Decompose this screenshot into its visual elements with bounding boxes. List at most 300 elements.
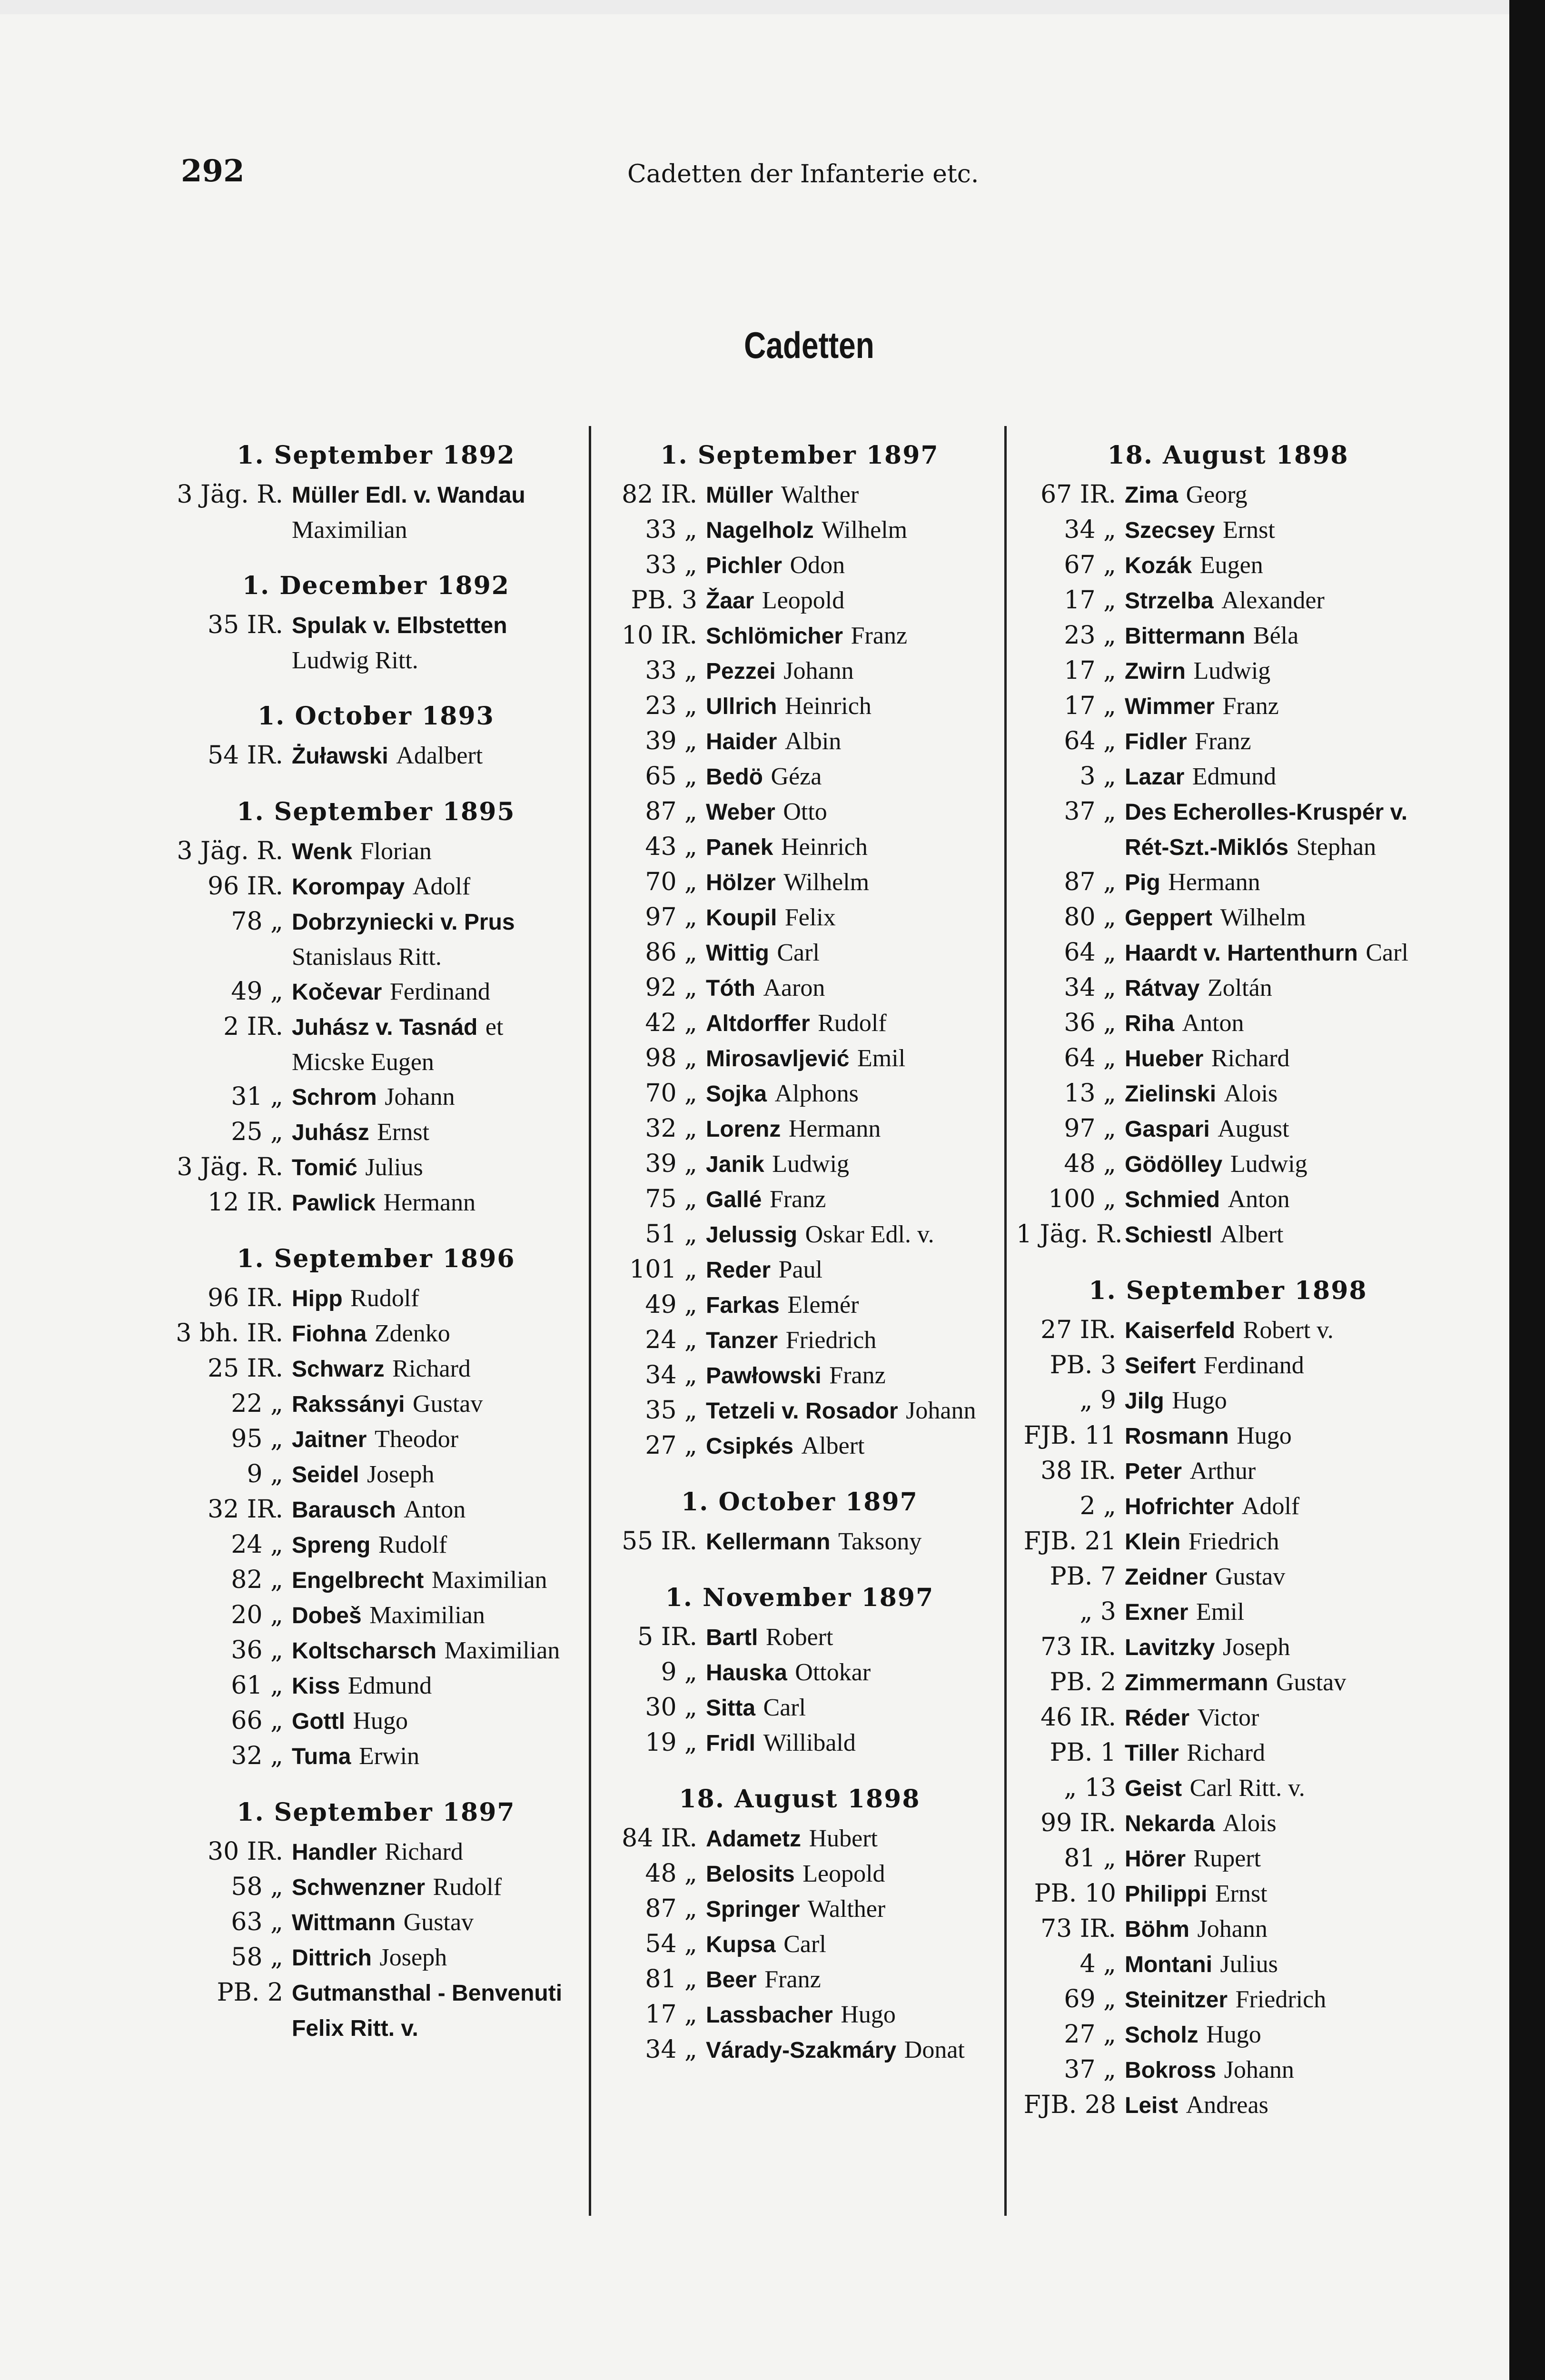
regiment-number: FJB. 28 [1023, 2091, 1116, 2119]
given-name: Alois [1222, 1810, 1277, 1837]
regiment-number: 9 „ [247, 1460, 283, 1488]
cadet-name [1125, 1418, 1440, 1454]
regiment-number: 33 „ [645, 551, 697, 579]
cadet-entry [604, 1076, 995, 1111]
section-date: 1. October 1897 [681, 1488, 918, 1517]
given-name: Erwin [358, 1743, 420, 1770]
regiment-number: 100 „ [1048, 1185, 1116, 1213]
section-date: 1. September 1896 [237, 1244, 515, 1273]
cadet-name [292, 1080, 581, 1115]
regiment-number: 73 IR. [1040, 1914, 1116, 1943]
given-name: Arthur [1189, 1458, 1256, 1485]
regiment-number: 82 „ [231, 1566, 283, 1594]
cadet-name [292, 1598, 581, 1633]
regiment-number: 10 IR. [622, 621, 697, 650]
regiment-number: 84 IR. [622, 1824, 697, 1853]
given-name: Andreas [1186, 2092, 1268, 2119]
given-name: Leopold [762, 587, 845, 614]
section-date: 1. October 1893 [258, 702, 495, 731]
given-name: Richard [392, 1355, 471, 1382]
given-name: Elemér [787, 1291, 859, 1319]
given-name: Ludwig Ritt. [292, 647, 418, 674]
page-number: 292 [181, 153, 245, 189]
given-name: Ernst [1223, 516, 1275, 544]
cadet-entry [604, 654, 995, 689]
cadet-name [1125, 1630, 1440, 1665]
surname: Wenk [292, 839, 353, 864]
cadet-entry [171, 608, 581, 678]
given-name: Friedrich [1235, 1986, 1327, 2013]
cadet-entry [1016, 583, 1440, 618]
cadet-name [292, 1739, 581, 1774]
surname: Schwenzner [292, 1875, 426, 1900]
surname: Lavitzky [1125, 1635, 1215, 1660]
cadet-name [1125, 935, 1440, 971]
surname: Peter [1125, 1459, 1182, 1484]
surname: Koltscharsch [292, 1638, 437, 1664]
cadet-name [1125, 1111, 1440, 1147]
cadet-name [1125, 2053, 1440, 2088]
cadet-name [706, 1997, 995, 2033]
given-name: Johann [1197, 1915, 1268, 1943]
surname: Korompay [292, 874, 405, 900]
given-name: Ernst [377, 1119, 430, 1146]
cadet-entry [604, 724, 995, 759]
cadet-entry [604, 1892, 995, 1927]
cadet-name [706, 618, 995, 654]
page-title: Cadetten [744, 324, 874, 366]
cadet-name [1125, 1489, 1440, 1524]
given-name: Florian [360, 838, 432, 865]
cadet-name [1125, 1700, 1440, 1735]
cadet-name [1125, 1147, 1440, 1182]
cadet-name [292, 477, 581, 547]
regiment-number: 37 „ [1064, 797, 1116, 826]
cadet-entry [1016, 1006, 1440, 1041]
cadet-entry [1016, 1630, 1440, 1665]
given-name: Edmund [1192, 763, 1277, 790]
cadet-entry [171, 477, 581, 547]
surname: Wittig [706, 941, 769, 966]
cadet-entry [1016, 2017, 1440, 2053]
surname: Lorenz [706, 1117, 781, 1142]
cadet-entry [171, 1527, 581, 1563]
surname: Jelussig [706, 1222, 798, 1248]
given-name: Adolf [1241, 1493, 1300, 1520]
regiment-number: PB. 2 [217, 1978, 283, 2007]
cadet-entry [604, 759, 995, 794]
given-name: Johann [906, 1397, 976, 1424]
cadet-entry [1016, 1489, 1440, 1524]
given-name: Wilhelm [1220, 904, 1306, 931]
surname: Bokross [1125, 2058, 1217, 2083]
cadet-entry [171, 1080, 581, 1115]
cadet-name [706, 689, 995, 724]
cadet-name [1125, 1348, 1440, 1383]
cadet-entry [1016, 2088, 1440, 2123]
surname: Bittermann [1125, 624, 1246, 649]
cadet-entry [171, 1351, 581, 1387]
given-name: Ludwig [772, 1150, 850, 1178]
cadet-entry [604, 477, 995, 513]
given-name: Maximilian [369, 1602, 485, 1629]
surname: Réder [1125, 1706, 1190, 1731]
surname: Hörer [1125, 1846, 1186, 1872]
given-name: Franz [764, 1966, 821, 1993]
date-section [171, 794, 581, 1220]
regiment-number: 81 „ [645, 1965, 697, 1993]
surname: Tanzer [706, 1328, 778, 1353]
surname: Dobrzyniecki v. Prus [292, 910, 515, 935]
surname: Schlömicher [706, 624, 843, 649]
given-name: Zoltán [1207, 974, 1272, 1002]
surname: Sitta [706, 1696, 756, 1721]
given-name: Johann [783, 657, 854, 684]
given-name: Gustav [413, 1390, 483, 1418]
surname: Hipp [292, 1286, 343, 1311]
column-rule [589, 426, 591, 2216]
surname: Seidel [292, 1462, 359, 1488]
given-name: Carl [1366, 939, 1408, 966]
given-name: Felix [784, 904, 836, 931]
regiment-number: 4 „ [1080, 1950, 1116, 1978]
regiment-number: 34 „ [1064, 973, 1116, 1002]
surname: Strzelba [1125, 588, 1214, 614]
cadet-entry [1016, 1524, 1440, 1559]
regiment-number: 66 „ [231, 1706, 283, 1735]
cadet-name [292, 1704, 581, 1739]
given-name: Paul [778, 1256, 823, 1283]
surname: Tiller [1125, 1741, 1179, 1766]
given-name: Franz [1195, 728, 1251, 755]
surname: Lassbacher [706, 2003, 833, 2028]
regiment-number: 25 „ [231, 1118, 283, 1146]
cadet-name [292, 1281, 581, 1316]
given-name: Julius [365, 1154, 423, 1181]
regiment-number: 2 „ [1080, 1492, 1116, 1520]
cadet-entry [1016, 1418, 1440, 1454]
given-name: Edmund [347, 1672, 432, 1699]
surname: Rakssányi [292, 1392, 405, 1417]
surname: Pawłowski [706, 1363, 822, 1388]
surname: Schiestl [1125, 1222, 1213, 1248]
regiment-number: 9 „ [661, 1658, 697, 1686]
surname: Kupsa [706, 1932, 776, 1957]
surname: Beer [706, 1967, 757, 1993]
given-name: Joseph [379, 1944, 447, 1971]
regiment-number: 38 IR. [1040, 1457, 1116, 1485]
given-name: Richard [385, 1838, 463, 1865]
regiment-number: 17 „ [1064, 692, 1116, 720]
cadet-entry [171, 1492, 581, 1527]
regiment-number: PB. 7 [1050, 1562, 1116, 1591]
cadet-entry [1016, 900, 1440, 935]
given-name: Ferdinand [1203, 1352, 1304, 1379]
given-name: Richard [1211, 1045, 1290, 1072]
regiment-number: 97 „ [645, 903, 697, 932]
cadet-name [706, 1690, 995, 1726]
surname: Montani [1125, 1952, 1212, 1977]
regiment-number: PB. 10 [1034, 1879, 1116, 1908]
regiment-number: 96 IR. [208, 872, 283, 901]
surname: Adametz [706, 1826, 802, 1852]
cadet-name [1125, 1841, 1440, 1876]
surname: Janik [706, 1152, 764, 1177]
scan-top-edge [0, 0, 1545, 14]
cadet-entry [604, 689, 995, 724]
regiment-number: 3 Jäg. R. [177, 837, 283, 865]
cadet-entry [604, 1821, 995, 1856]
regiment-number: 99 IR. [1040, 1809, 1116, 1837]
regiment-number: 35 IR. [208, 611, 283, 639]
given-name: Albin [784, 728, 842, 755]
surname: Lazar [1125, 764, 1185, 790]
cadet-name [706, 1428, 995, 1464]
cadet-entry [1016, 759, 1440, 794]
given-name: Donat [904, 2036, 965, 2063]
regiment-number: 98 „ [645, 1044, 697, 1072]
surname: Barausch [292, 1497, 396, 1523]
given-name: Carl [783, 1931, 826, 1958]
given-name: Joseph [366, 1461, 435, 1488]
regiment-number: 17 „ [645, 2000, 697, 2029]
given-name: Maximilian [292, 516, 407, 544]
regiment-number: 55 IR. [622, 1527, 697, 1556]
given-name: Hugo [1172, 1387, 1227, 1414]
regiment-number: 46 IR. [1040, 1703, 1116, 1732]
column-rule [1004, 426, 1007, 2216]
cadet-entry [604, 1927, 995, 1962]
cadet-name [292, 1010, 581, 1080]
cadet-name [1125, 618, 1440, 654]
regiment-number: 51 „ [645, 1220, 697, 1249]
given-name: Ludwig [1193, 657, 1271, 684]
cadet-entry [1016, 1182, 1440, 1217]
surname: Sojka [706, 1081, 767, 1107]
cadet-name [292, 1563, 581, 1598]
cadet-entry [1016, 1912, 1440, 1947]
surname: Kiss [292, 1674, 340, 1699]
cadet-entry [171, 1835, 581, 1870]
cadet-entry [1016, 513, 1440, 548]
surname: Dittrich [292, 1945, 372, 1971]
surname: Spreng [292, 1533, 371, 1558]
cadet-entry [604, 1428, 995, 1464]
cadet-entry [171, 1185, 581, 1220]
cadet-name [292, 1115, 581, 1150]
surname: Hauska [706, 1660, 787, 1686]
given-name: August [1218, 1115, 1289, 1142]
given-name: Ottokar [795, 1659, 871, 1686]
surname: Fridl [706, 1731, 755, 1756]
regiment-number: 64 „ [1064, 727, 1116, 755]
given-name: Rudolf [378, 1531, 447, 1558]
regiment-number: 49 „ [645, 1290, 697, 1319]
given-name: Gustav [403, 1909, 474, 1936]
cadet-entry [604, 935, 995, 971]
surname: Mirosavljević [706, 1046, 850, 1071]
cadet-name [706, 1892, 995, 1927]
surname: Dobeš [292, 1603, 362, 1628]
regiment-number: 58 „ [231, 1943, 283, 1972]
surname: Zeidner [1125, 1565, 1208, 1590]
cadet-name [1125, 1982, 1440, 2017]
cadet-entry [1016, 1559, 1440, 1595]
regiment-number: 49 „ [231, 977, 283, 1006]
given-name: Heinrich [784, 693, 872, 720]
surname: Nekarda [1125, 1811, 1215, 1836]
surname: Zima [1125, 483, 1179, 508]
cadet-name [292, 974, 581, 1010]
cadet-entry [604, 1323, 995, 1358]
regiment-number: 67 IR. [1040, 480, 1116, 509]
surname: Springer [706, 1897, 800, 1922]
cadet-name [706, 1927, 995, 1962]
regiment-number: 48 „ [1064, 1150, 1116, 1178]
surname: Gödölley [1125, 1152, 1223, 1177]
cadet-entry [604, 1997, 995, 2033]
given-name: Friedrich [1188, 1528, 1279, 1555]
given-name: Albert [801, 1432, 865, 1459]
cadet-entry [171, 974, 581, 1010]
regiment-number: 80 „ [1064, 903, 1116, 932]
given-name: Anton [1228, 1186, 1290, 1213]
regiment-number: PB. 1 [1050, 1738, 1116, 1767]
cadet-entry [1016, 794, 1440, 865]
regiment-number: 95 „ [231, 1425, 283, 1453]
given-name: Carl [763, 1694, 806, 1721]
surname: Tóth [706, 976, 755, 1001]
surname: Gutmansthal - Benvenuti Felix Ritt. v. [292, 1981, 563, 2041]
section-date: 18. August 1898 [679, 1785, 921, 1814]
regiment-number: 19 „ [645, 1728, 697, 1757]
cadet-name [292, 1870, 581, 1905]
given-name: Alphons [774, 1080, 859, 1107]
surname: Fidler [1125, 729, 1187, 754]
date-section [604, 1485, 995, 1559]
surname: Nagelholz [706, 518, 814, 543]
regiment-number: 67 „ [1064, 551, 1116, 579]
cadet-entry [171, 1563, 581, 1598]
given-name: Hugo [1206, 2021, 1261, 2048]
section-date: 1. September 1892 [237, 441, 515, 470]
surname: Engelbrecht [292, 1568, 424, 1593]
surname: Kozák [1125, 553, 1192, 578]
given-name: Johann [385, 1083, 455, 1111]
cadet-name [1125, 794, 1440, 865]
given-name: Willibald [763, 1729, 856, 1756]
surname: Philippi [1125, 1882, 1208, 1907]
regiment-number: 23 „ [645, 692, 697, 720]
cadet-entry [171, 1598, 581, 1633]
given-name: Franz [851, 622, 908, 649]
cadet-entry [1016, 618, 1440, 654]
cadet-name [706, 1147, 995, 1182]
regiment-number: 86 „ [645, 938, 697, 967]
surname: Várady-Szakmáry [706, 2038, 897, 2063]
cadet-name [706, 1856, 995, 1892]
given-name: Ernst [1215, 1880, 1268, 1907]
cadet-name [292, 1492, 581, 1527]
cadet-name [706, 1006, 995, 1041]
date-section [604, 1580, 995, 1761]
cadet-name [706, 583, 995, 618]
regiment-number: 32 IR. [208, 1495, 283, 1524]
cadet-entry [604, 1217, 995, 1252]
cadet-name [1125, 689, 1440, 724]
regiment-number: 17 „ [1064, 586, 1116, 615]
cadet-name [292, 869, 581, 904]
regiment-number: 87 „ [1064, 868, 1116, 896]
cadet-entry [1016, 1076, 1440, 1111]
given-name: Rudolf [350, 1285, 419, 1312]
cadet-name [706, 935, 995, 971]
regiment-number: PB. 3 [631, 586, 697, 615]
surname: Belosits [706, 1862, 795, 1887]
given-name: Hermann [788, 1115, 881, 1142]
surname: Csipkés [706, 1434, 794, 1459]
cadet-entry [1016, 1595, 1440, 1630]
given-name: Hugo [1237, 1422, 1292, 1449]
given-name: Anton [1182, 1010, 1244, 1037]
surname: Müller [706, 483, 773, 508]
regiment-number: 22 „ [231, 1389, 283, 1418]
regiment-number: 70 „ [645, 868, 697, 896]
cadet-entry [1016, 1947, 1440, 1982]
surname: Geist [1125, 1776, 1182, 1801]
cadet-name [292, 1633, 581, 1668]
given-name: Wilhelm [822, 516, 908, 544]
given-name: Hugo [353, 1707, 408, 1735]
cadet-entry [604, 548, 995, 583]
cadet-entry [604, 1856, 995, 1892]
cadet-entry [171, 1316, 581, 1351]
regiment-number: 34 „ [645, 2035, 697, 2064]
cadet-name [706, 477, 995, 513]
cadet-entry [171, 1668, 581, 1704]
cadet-entry [171, 1457, 581, 1492]
cadet-name [706, 1252, 995, 1288]
regiment-number: 87 „ [645, 1894, 697, 1923]
regiment-number: PB. 3 [1050, 1351, 1116, 1379]
cadet-name [292, 904, 581, 974]
surname: Altdorffer [706, 1011, 810, 1036]
given-name: Heinrich [781, 833, 868, 861]
surname: Haider [706, 729, 777, 754]
cadet-entry [171, 1633, 581, 1668]
cadet-entry [171, 1115, 581, 1150]
section-date: 1. September 1897 [660, 441, 939, 470]
cadet-entry [604, 1393, 995, 1428]
surname: Pichler [706, 553, 782, 578]
cadet-entry [604, 1111, 995, 1147]
regiment-number: 39 „ [645, 727, 697, 755]
surname: Zimmermann [1125, 1670, 1268, 1696]
surname: Riha [1125, 1011, 1175, 1036]
date-section [604, 438, 995, 1464]
cadet-entry [1016, 689, 1440, 724]
cadet-entry [1016, 2053, 1440, 2088]
cadet-entry [171, 1870, 581, 1905]
regiment-number: 81 „ [1064, 1844, 1116, 1873]
given-name: Maximilian [444, 1637, 560, 1664]
cadet-entry [604, 1147, 995, 1182]
given-name: Aaron [763, 974, 825, 1002]
surname: Müller Edl. v. Wandau [292, 483, 525, 508]
cadet-entry [171, 1387, 581, 1422]
surname: Wimmer [1125, 694, 1215, 719]
regiment-number: 30 IR. [208, 1837, 283, 1866]
